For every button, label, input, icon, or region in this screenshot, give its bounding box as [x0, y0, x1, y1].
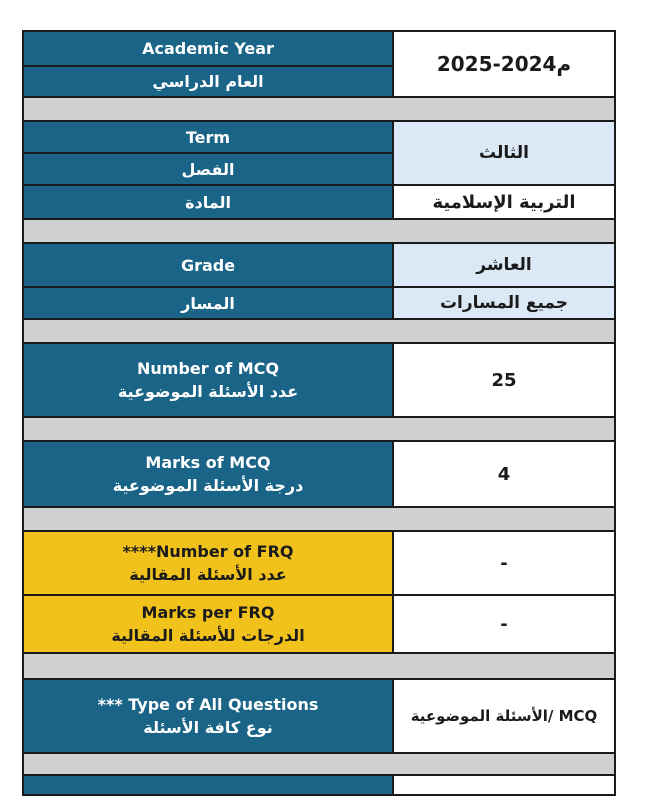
mcq-marks-label-cell — [24, 442, 394, 506]
mcq-marks-row — [22, 442, 616, 508]
separator-row — [22, 320, 616, 344]
grade-track-row — [22, 244, 616, 320]
term-subject-values — [394, 122, 614, 218]
term-value: الثالث — [394, 122, 614, 184]
academic-year-label-en: Academic Year — [142, 38, 274, 58]
frq-count-label-cell — [24, 532, 394, 594]
separator-row — [22, 754, 616, 776]
mcq-count-label-ar: عدد الأسئلة الموضوعية — [117, 382, 299, 401]
frq-marks-value: - — [394, 596, 614, 652]
separator-row — [22, 220, 616, 244]
mcq-count-value: 25 — [394, 344, 614, 416]
next-row-label-cell — [24, 776, 394, 794]
grade-label-en: Grade — [180, 255, 236, 275]
track-value: جميع المسارات — [394, 286, 614, 318]
frq-marks-label-cell — [24, 596, 394, 652]
term-subject-row — [22, 122, 616, 220]
grade-track-values — [394, 244, 614, 318]
academic-year-label-cell — [24, 32, 394, 96]
mcq-marks-label — [24, 442, 392, 506]
separator-row — [22, 654, 616, 680]
subject-label-ar: المادة — [24, 184, 392, 218]
question-type-label-cell — [24, 680, 394, 752]
term-label-ar: الفصل — [24, 152, 392, 184]
frq-marks-row — [22, 596, 616, 654]
frq-count-value: - — [394, 532, 614, 594]
term-subject-label-cell — [24, 122, 394, 218]
question-type-label — [24, 680, 392, 752]
mcq-count-label-cell — [24, 344, 394, 416]
frq-marks-label-en: Marks per FRQ — [141, 603, 275, 622]
question-type-label-en: *** Type of All Questions — [97, 695, 319, 714]
mcq-marks-label-ar: درجة الأسئلة الموضوعية — [112, 476, 304, 495]
subject-value: التربية الإسلامية — [394, 184, 614, 218]
next-row-partial — [22, 776, 616, 796]
academic-year-value: 2025-2024م — [394, 32, 614, 96]
question-type-label-ar: نوع كافة الأسئلة — [143, 718, 273, 737]
mcq-count-row — [22, 344, 616, 418]
grade-track-label-cell — [24, 244, 394, 318]
academic-year-label-ar: العام الدراسي — [24, 65, 392, 96]
mcq-count-label — [24, 344, 392, 416]
grade-value: العاشر — [394, 244, 614, 286]
frq-count-label-ar: عدد الأسئلة المقالية — [129, 565, 287, 584]
frq-marks-label-ar: الدرجات للأسئلة المقالية — [111, 626, 305, 645]
frq-marks-label — [24, 596, 392, 652]
separator-row — [22, 418, 616, 442]
frq-count-label — [24, 532, 392, 594]
track-label-ar: المسار — [24, 286, 392, 318]
academic-year-row — [22, 30, 616, 98]
mcq-count-label-en: Number of MCQ — [136, 359, 279, 378]
mcq-marks-label-en: Marks of MCQ — [145, 453, 271, 472]
question-type-row — [22, 680, 616, 754]
question-type-value: MCQ /الأسئلة الموضوعية — [394, 680, 614, 752]
separator-row — [22, 508, 616, 532]
next-row-value-cell — [394, 776, 614, 794]
exam-spec-table — [22, 30, 616, 796]
frq-count-row — [22, 532, 616, 596]
term-label-en: Term — [185, 127, 231, 147]
mcq-marks-value: 4 — [394, 442, 614, 506]
frq-count-label-en: ****Number of FRQ — [122, 542, 294, 561]
separator-row — [22, 98, 616, 122]
